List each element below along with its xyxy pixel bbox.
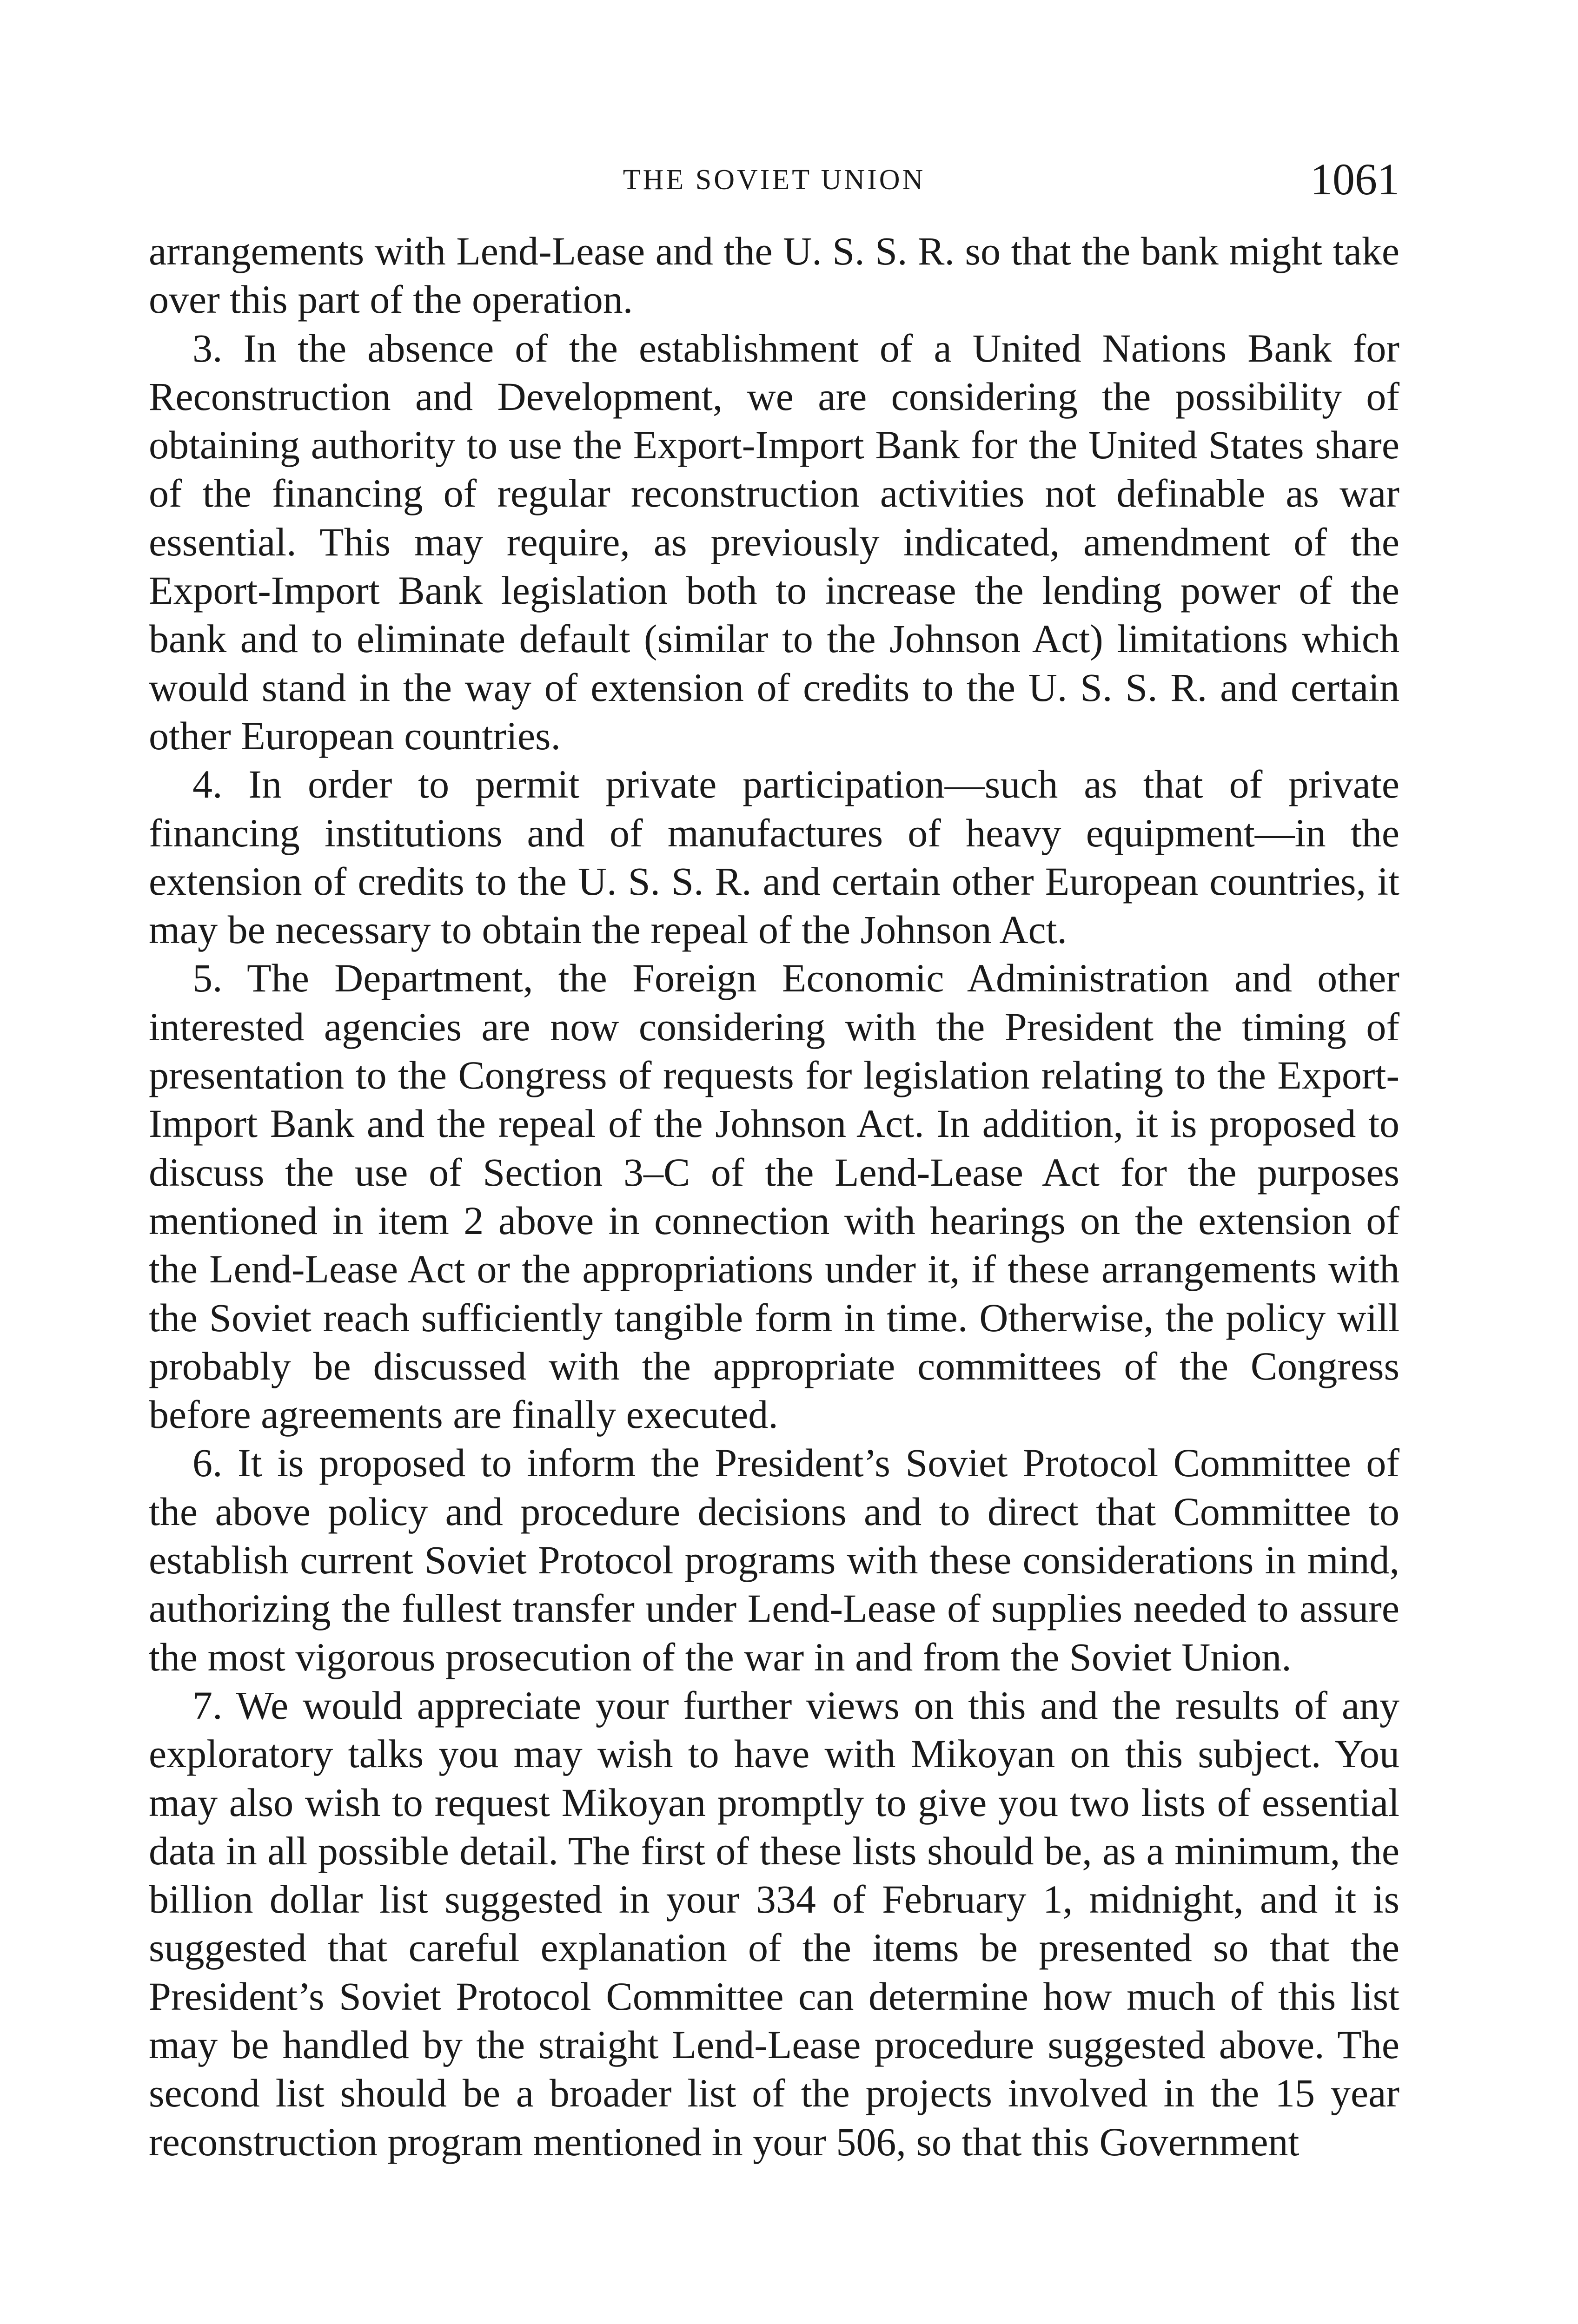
body-text xyxy=(149,227,1399,2166)
paragraph-item-3: 3. In the absence of the establishment of a United Nations Bank for Reconstruction and Development, we are considering the possibility of obtaining authority to use the Export-Import Bank for the United States share of the financing of regular reconstruction activities not definable as war essential. This may require, as previously indicated, amendment of the Export-Import Bank legislation both to increase the lending power of the bank and to eliminate default (similar to the Johnson Act) limitations which would stand in the way of extension of credits to the U. S. S. R. and certain other European countries. xyxy=(149,325,1399,758)
running-header xyxy=(149,153,1399,209)
paragraph-item-6: 6. It is proposed to inform the President’s Soviet Protocol Committee of the above policy and procedure decisions and to direct that Committee to establish current Soviet Protocol programs with these considerations in mind, authorizing the fullest transfer under Lend-Lease of supplies needed to assure the most vigorous prosecution of the war in and from the Soviet Union. xyxy=(149,1440,1399,1679)
paragraph-item-7: 7. We would appreciate your further views on this and the results of any exploratory talks you may wish to have with Mikoyan on this subject. You may also wish to request Mikoyan promptly to give you two lists of essential data in all possible detail. The first of these lists should be, as a minimum, the billion dollar list suggested in your 334 of February 1, midnight, and it is suggested that careful explanation of the items be presented so that the President’s Soviet Protocol Committee can determine how much of this list may be handled by the straight Lend-Lease procedure suggested above. The second list should be a broader list of the projects involved in the 15 year reconstruction program mentioned in your 506, so that this Government xyxy=(149,1683,1399,2164)
paragraph-item-4: 4. In order to permit private participation—such as that of private financing institutions and of manufactures of heavy equipment—in the extension of credits to the U. S. S. R. and certain other European countries, it may be necessary to obtain the repeal of the Johnson Act. xyxy=(149,762,1399,952)
page-number: 1061 xyxy=(1310,154,1399,204)
running-title: THE SOVIET UNION xyxy=(623,164,926,196)
paragraph-item-5: 5. The Department, the Foreign Economic Administration and other interested agencies are now considering with the President the timing of presentation to the Congress of requests for legislation relating to the Export-Import Bank and the repeal of the Johnson Act. In addition, it is proposed to discuss the use of Section 3–C of the Lend-Lease Act for the purposes mentioned in item 2 above in connection with hearings on the extension of the Lend-Lease Act or the appropriations under it, if these arrangements with the Soviet reach sufficiently tangible form in time. Otherwise, the policy will probably be discussed with the appropriate committees of the Congress before agreements are finally executed. xyxy=(149,956,1399,1437)
paragraph-continuation: arrangements with Lend-Lease and the U. S. S. R. so that the bank might take over this part of the operation. xyxy=(149,229,1399,322)
document-page xyxy=(149,153,1399,2166)
